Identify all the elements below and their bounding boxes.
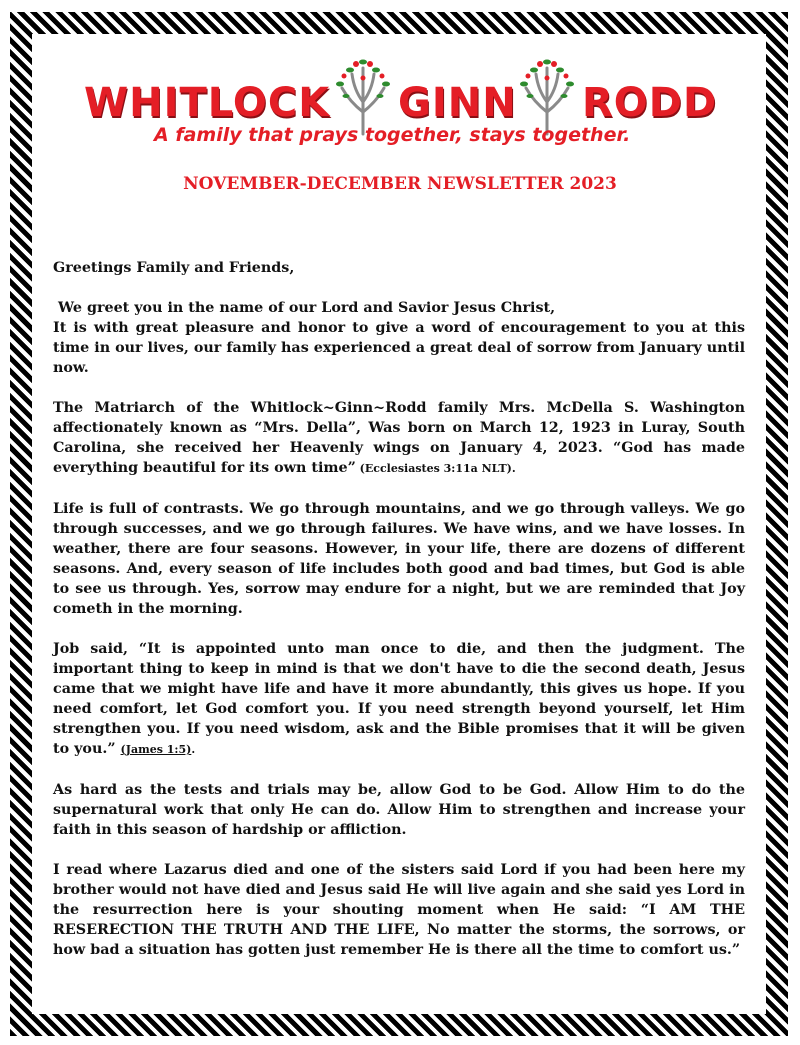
logo-name-whitlock: WHITLOCK (84, 80, 331, 126)
newsletter-headline: NOVEMBER-DECEMBER NEWSLETTER 2023 (183, 174, 617, 194)
intro-rest: It is with great pleasure and honor to give a word of encouragement to you at this time in our lives, our family has experienced a great deal of sorrow from January until now. (53, 320, 745, 376)
masthead-tagline: A family that prays together, stays together. (154, 124, 631, 146)
logo-name-rodd: RODD (582, 80, 718, 126)
scripture-link-james[interactable]: (James 1:5) (120, 743, 192, 756)
job-end-punct: . (191, 743, 196, 756)
newsletter-body (53, 258, 745, 960)
masthead-logo (84, 54, 718, 154)
paragraph-tests: As hard as the tests and trials may be, allow God to be God. Allow Him to do the supernatural work that only He can do. Allow Him to strengthen and increase your faith in this season of hardship or affliction. (53, 782, 745, 838)
matriarch-text: The Matriarch of the Whitlock~Ginn~Rodd family Mrs. McDella S. Washington affectionately known as “Mrs. Della”, Was born on March 12, 1923 in Luray, South Carolina, she received her Heavenly wings on January 4, 2023. “God has made everything beautiful for its own time” (53, 400, 745, 476)
paragraph-lazarus: I read where Lazarus died and one of the sisters said Lord if you had been here my brother would not have died and Jesus said He will live again and she said yes Lord in the resurrection here is your shouting moment when He said: “I AM THE RESERECTION THE TRUTH AND THE LIFE, No matter the storms, the sorrows, or how bad a situation has gotten just remember He is there all the time to comfort us.” (53, 862, 745, 958)
paragraph-job (53, 639, 745, 760)
scripture-citation-ecclesiastes: (Ecclesiastes 3:11a NLT). (355, 462, 516, 475)
paragraph-contrasts: Life is full of contrasts. We go through mountains, and we go through valleys. We go through successes, and we go through failures. We have wins, and we have losses. In weather, there are four seasons. However, in your life, there are dozens of different seasons. And, every season of life includes both good and bad times, but God is able to see us through. Yes, sorrow may endure for a night, but we are reminded that Joy cometh in the morning. (53, 501, 745, 617)
intro-first-line: We greet you in the name of our Lord and Savior Jesus Christ, (53, 300, 556, 316)
paragraph-intro (53, 298, 745, 378)
paragraph-matriarch (53, 398, 745, 479)
job-text: Job said, “It is appointed unto man once to die, and then the judgment. The important thing to keep in mind is that we don't have to die the second death, Jesus came that we might have life and have it more abundantly, this gives us hope. If you need comfort, let God comfort you. If you need strength beyond yourself, let Him strengthen you. If you need wisdom, ask and the Bible promises that it will be given to you.” (53, 641, 745, 757)
greeting-line: Greetings Family and Friends, (53, 260, 295, 276)
logo-name-ginn: GINN (398, 80, 517, 126)
